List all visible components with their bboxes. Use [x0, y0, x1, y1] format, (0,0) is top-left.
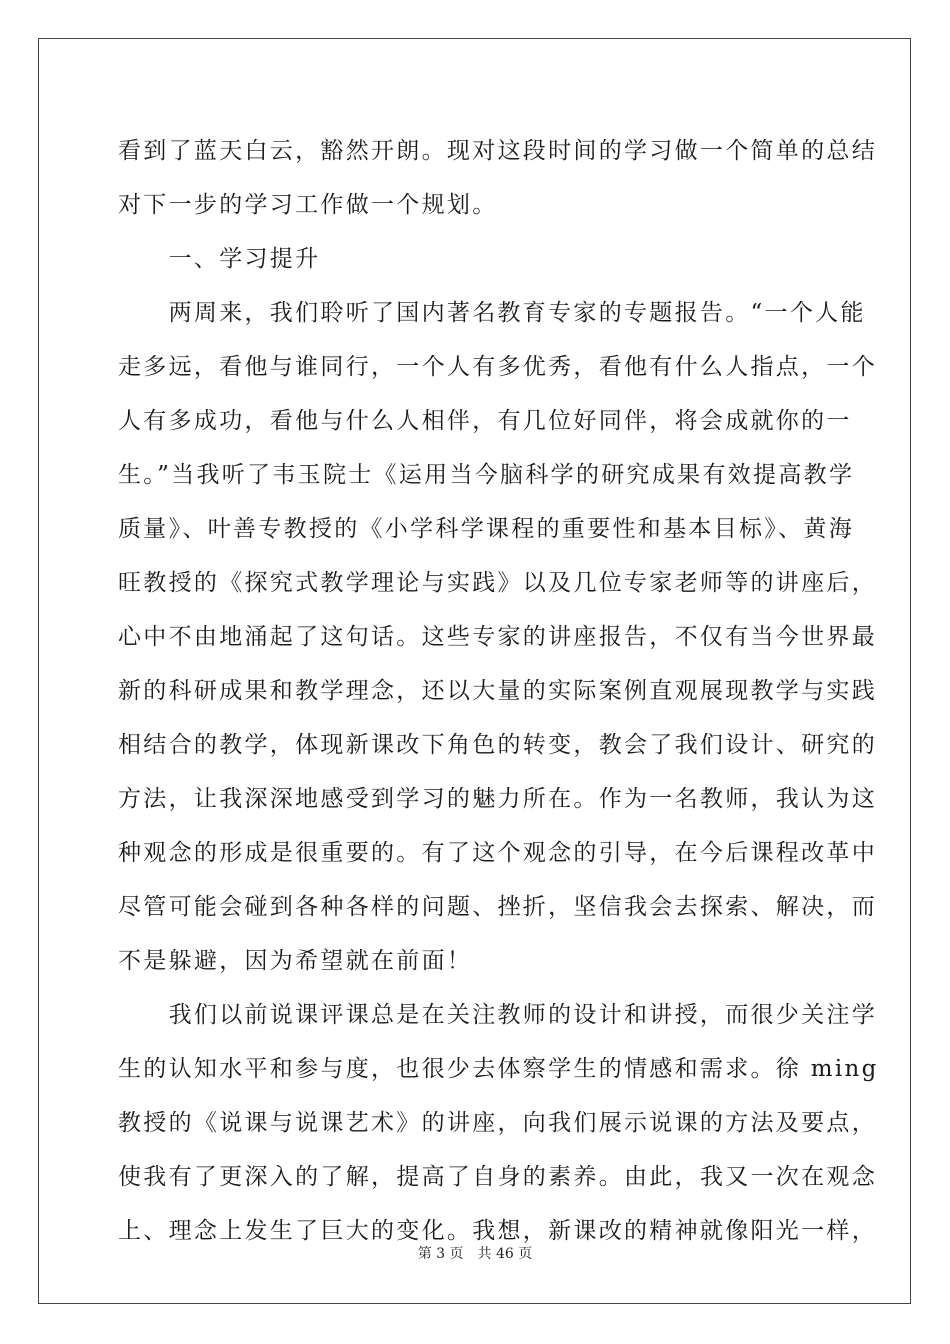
text-line: 方法，让我深深地感受到学习的魅力所在。作为一名教师，我认为这 [118, 786, 877, 812]
document-body [118, 124, 879, 1258]
page-number: 第 3 页 [417, 1246, 464, 1262]
text-line: 教授的《说课与说课艺术》的讲座，向我们展示说课的方法及要点， [118, 1110, 877, 1136]
text-line: 相结合的教学，体现新课改下角色的转变，教会了我们设计、研究的 [118, 732, 877, 758]
page-total: 共 46 页 [477, 1246, 533, 1262]
text-line: 上、理念上发生了巨大的变化。我想，新课改的精神就像阳光一样， [118, 1218, 877, 1244]
page-footer [0, 1243, 950, 1263]
text-line: 使我有了更深入的了解，提高了自身的素养。由此，我又一次在观念 [118, 1164, 877, 1190]
text-line: 不是躲避，因为希望就在前面！ [118, 948, 473, 974]
text-line: 生的认知水平和参与度，也很少去体察学生的情感和需求。徐 ming [118, 1056, 879, 1082]
text-line: 看到了蓝天白云，豁然开朗。现对这段时间的学习做一个简单的总结 [118, 138, 877, 164]
text-line: 生。”当我听了韦玉院士《运用当今脑科学的研究成果有效提高教学 [118, 462, 855, 488]
text-line: 尽管可能会碰到各种各样的问题、挫折，坚信我会去探索、解决，而 [118, 894, 877, 920]
text-line: 种观念的形成是很重要的。有了这个观念的引导，在今后课程改革中 [118, 840, 877, 866]
section-heading: 一、学习提升 [118, 246, 321, 272]
text-line: 质量》、叶善专教授的《小学科学课程的重要性和基本目标》、黄海 [118, 516, 854, 542]
text-line: 新的科研成果和教学理念，还以大量的实际案例直观展现教学与实践 [118, 678, 877, 704]
text-line: 心中不由地涌起了这句话。这些专家的讲座报告，不仅有当今世界最 [118, 624, 877, 650]
text-line: 两周来，我们聆听了国内著名教育专家的专题报告。“一个人能 [118, 300, 866, 326]
text-line: 旺教授的《探究式教学理论与实践》以及几位专家老师等的讲座后， [118, 570, 877, 596]
text-line: 我们以前说课评课总是在关注教师的设计和讲授，而很少关注学 [118, 1002, 877, 1028]
text-line: 人有多成功，看他与什么人相伴，有几位好同伴，将会成就你的一 [118, 408, 852, 434]
text-line: 对下一步的学习工作做一个规划。 [118, 192, 498, 218]
text-line: 走多远，看他与谁同行，一个人有多优秀，看他有什么人指点，一个 [118, 354, 877, 380]
